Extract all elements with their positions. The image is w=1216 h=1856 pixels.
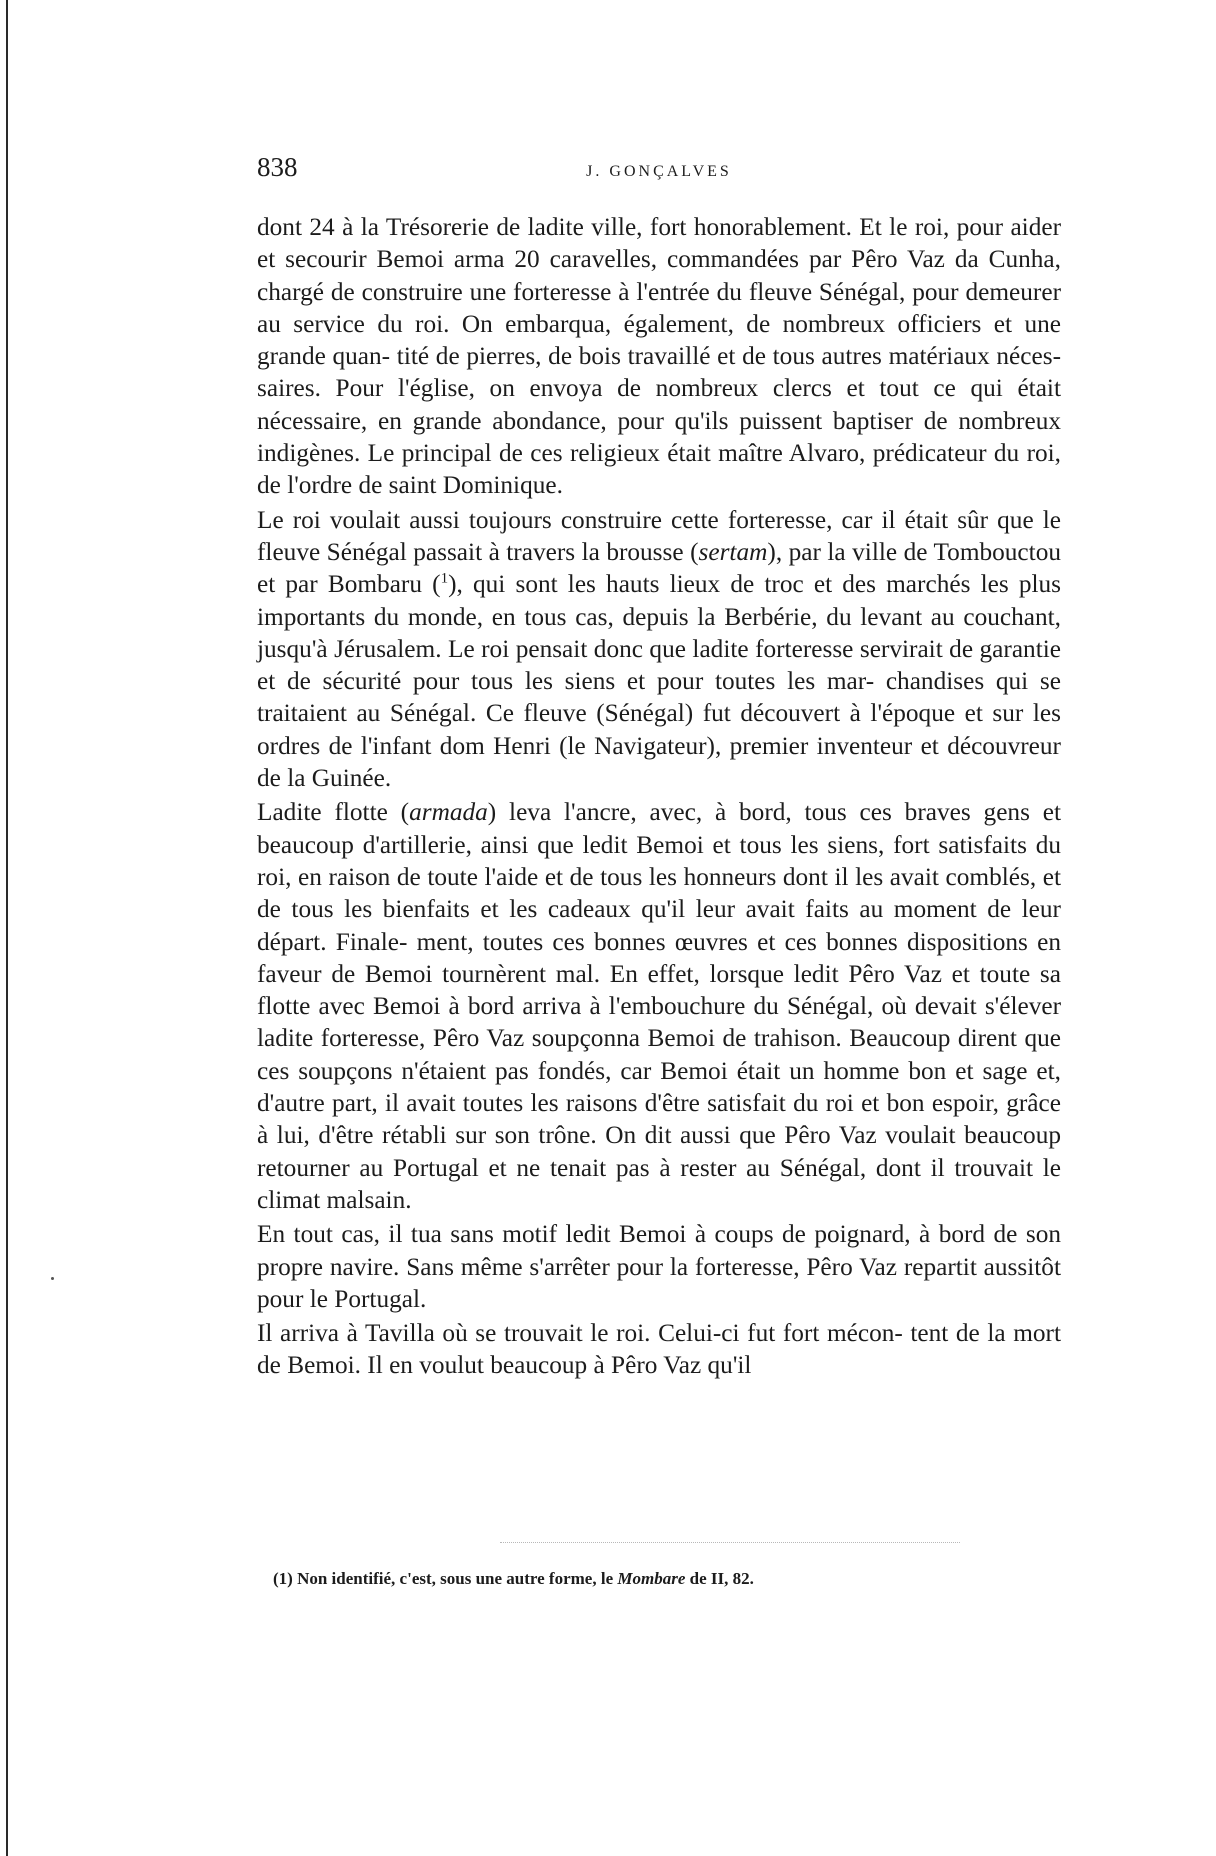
- paragraph-4-line: Pêro Vaz repartit aussitôt pour le Portugal.: [257, 1252, 1061, 1313]
- paragraph-2-line: lieux de troc et des marchés les plus importants du monde, en: [257, 570, 1061, 631]
- page-number: 838: [257, 152, 298, 182]
- paragraph-3: [257, 796, 1061, 1216]
- page-header: [257, 150, 1061, 190]
- paragraph-1-line: dont 24 à la Trésorerie de ladite ville, fort honorablement. Et le: [257, 213, 915, 241]
- page-edge: [6, 0, 8, 1856]
- paragraph-3-line: Sénégal, où devait s'élever ladite forteresse, Pêro Vaz soupçonna: [257, 992, 1062, 1053]
- paragraph-1-line: saires. Pour l'église, on envoya de nombreux clercs et tout ce qui: [257, 374, 1018, 403]
- footnote-text-end: de II, 82.: [685, 1569, 754, 1588]
- paragraph-1-line: par Pêro Vaz da Cunha, chargé de construire une forteresse à: [257, 245, 1061, 306]
- paragraph-2-line-1: Le roi voulait aussi toujours construire cette forteresse, car il: [257, 505, 896, 534]
- footnote-rule: [500, 1542, 960, 1543]
- paragraph-3-line: siens, fort satisfaits du roi, en raison de toute l'aide et de tous les: [257, 830, 1061, 891]
- paragraph-5: [257, 1317, 1061, 1382]
- paragraph-5-line: tent de la mort de Bemoi. Il en voulut beaucoup à Pêro Vaz qu'il: [257, 1319, 1061, 1380]
- paragraph-3-line: ment, toutes ces bonnes œuvres et ces bonnes dispositions en: [416, 927, 1061, 956]
- paragraph-4: [257, 1218, 1061, 1315]
- body-text: [257, 211, 1061, 1382]
- paragraph-1-line: était nécessaire, en grande abondance, pour qu'ils puissent baptiser: [257, 374, 1061, 435]
- paragraph-5-line: Il arriva à Tavilla où se trouvait le roi. Celui-ci fut fort mécon-: [257, 1319, 911, 1348]
- paragraph-2-line: Navigateur), premier inventeur et découvreur de la Guinée.: [257, 731, 1061, 793]
- paragraph-2-rest: [257, 570, 1061, 792]
- paragraph-2-line: garantie et de sécurité pour tous les siens et pour toutes les mar-: [257, 634, 1061, 696]
- paragraph-2-line-2-end: ),: [767, 537, 783, 566]
- italic-term-sertam: sertam: [698, 537, 768, 566]
- paragraph-2-line: tous cas, depuis la Berbérie, du levant au couchant, jusqu'à: [257, 602, 1061, 663]
- footnote-marker: (1): [273, 1569, 293, 1588]
- paragraph-2-line: chandises qui se traitaient au Sénégal. Ce fleuve (Sénégal) fut: [257, 667, 1061, 728]
- paragraph-1: [257, 211, 1061, 502]
- paragraph-1-line: Alvaro, prédicateur du roi, de l'ordre de saint Dominique.: [257, 439, 1062, 500]
- paragraph-3-line: part, il avait toutes les raisons d'être satisfait du roi et bon espoir,: [332, 1089, 1007, 1118]
- paragraph-3-line: et toute sa flotte avec Bemoi à bord arriva à l'embouchure du: [257, 959, 1061, 1021]
- paragraph-3-line-1: Ladite flotte (: [257, 798, 410, 827]
- paragraph-3-rest: [257, 798, 1061, 1214]
- paragraph-3-line-1-end: ) leva l'ancre, avec, à bord, tous ces braves: [487, 798, 971, 827]
- paragraph-3-line: gens et beaucoup d'artillerie, ainsi que ledit Bemoi et tous les: [257, 798, 1061, 859]
- paragraph-3-line: pas fondés, car Bemoi était un homme bon et sage et, d'autre: [257, 1056, 1061, 1118]
- footnote-italic: Mombare: [617, 1569, 686, 1588]
- running-head: J. GONÇALVES: [586, 163, 732, 180]
- paragraph-1-line: embarqua, également, de nombreux officiers et une grande quan-: [257, 309, 1061, 371]
- paragraph-2-line-3-end: ), qui sont les hauts: [448, 570, 660, 599]
- paragraph-3-line: Bemoi de trahison. Beaucoup dirent que ces soupçons n'étaient: [257, 1024, 1061, 1085]
- paragraph-3-line: Sénégal, dont il trouvait le climat malsain.: [257, 1153, 1061, 1214]
- paragraph-3-line: faveur de Bemoi tournèrent mal. En effet, lorsque ledit Pêro Vaz: [257, 959, 952, 988]
- italic-term-armada: armada: [409, 798, 488, 827]
- stray-mark: [51, 1277, 54, 1280]
- paragraph-1-line: l'entrée du fleuve Sénégal, pour demeurer au service du roi. On: [257, 277, 1061, 338]
- paragraph-2-line-2: était sûr que le fleuve Sénégal passait à travers la brousse (: [257, 505, 1061, 566]
- paragraph-2-line: Jérusalem. Le roi pensait donc que ladite forteresse servirait de: [334, 634, 980, 663]
- paragraph-4-line: En tout cas, il tua sans motif ledit Bemoi à coups de poignard,: [257, 1220, 920, 1249]
- paragraph-2: [257, 504, 1061, 795]
- paragraph-3-line: cadeaux qu'il leur avait faits au moment de leur départ. Finale-: [257, 895, 1061, 956]
- paragraph-4-line: à bord de son propre navire. Sans même s'arrêter pour la forteresse,: [257, 1220, 1061, 1281]
- paragraph-1-line: de nombreux indigènes. Le principal de ces religieux était maître: [257, 406, 1061, 468]
- paragraph-3-line: honneurs dont il les avait comblés, et de tous les bienfaits et les: [257, 862, 1061, 924]
- footnote-text: Non identifié, c'est, sous une autre forme, le: [297, 1569, 618, 1588]
- paragraph-1-line: roi, pour aider et secourir Bemoi arma 20 caravelles, commandées: [257, 213, 1061, 274]
- footnote-reference[interactable]: 1: [440, 570, 449, 587]
- paragraph-3-line: grâce à lui, d'être rétabli sur son trône. On dit aussi que Pêro Vaz: [257, 1089, 1061, 1150]
- paragraph-2-line-3: par la ville de Tombouctou et par Bombaru (: [257, 537, 1061, 599]
- footnote: [273, 1567, 1053, 1591]
- paragraph-2-line: découvert à l'époque et sur les ordres de l'infant dom Henri (le: [257, 699, 1061, 760]
- paragraph-1-line: tité de pierres, de bois travaillé et de tous autres matériaux néces-: [396, 342, 1062, 371]
- paragraph-3-line: voulait beaucoup retourner au Portugal et ne tenait pas à rester au: [257, 1121, 1061, 1182]
